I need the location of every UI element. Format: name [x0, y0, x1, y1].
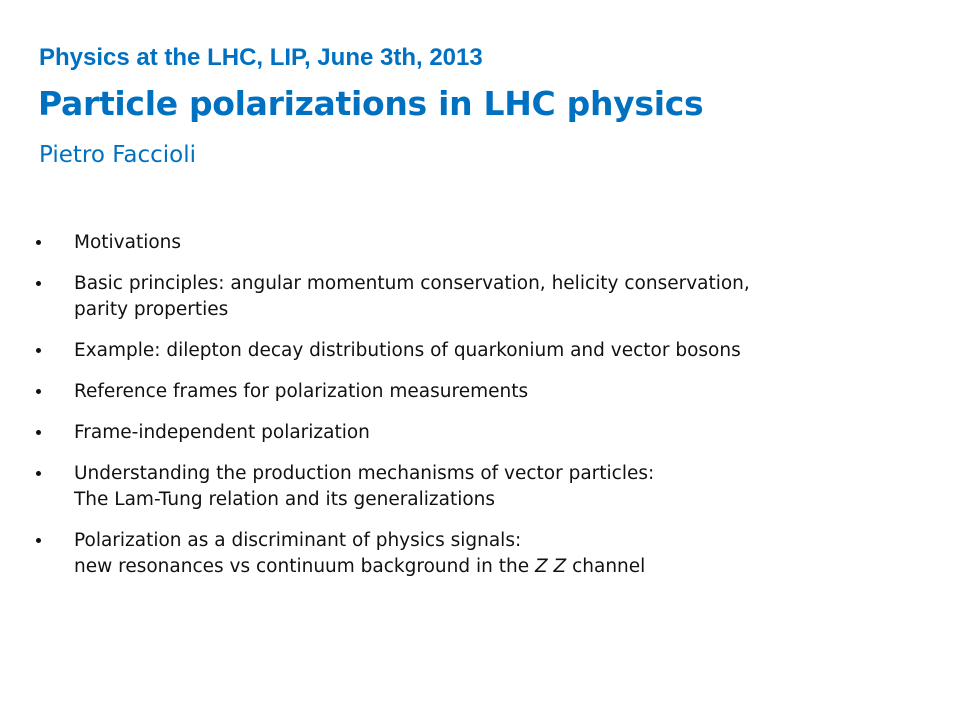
bullet-dot-icon — [36, 430, 41, 435]
bullet-dot-icon — [36, 281, 41, 286]
bullet-item — [36, 420, 916, 446]
bullet-dot-icon — [36, 389, 41, 394]
bullet-item — [36, 230, 916, 256]
bullet-text: Understanding the production mechanisms of vector particles: — [74, 463, 655, 484]
bullet-list — [36, 230, 916, 595]
bullet-text-continuation — [74, 554, 916, 580]
bullet-text: Frame-independent polarization — [74, 422, 370, 443]
bullet-item — [36, 528, 916, 580]
bullet-dot-icon — [36, 471, 41, 476]
bullet-text: Example: dilepton decay distributions of quarkonium and vector bosons — [74, 340, 741, 361]
bullet-item — [36, 461, 916, 513]
conference-line: Physics at the LHC, LIP, June 3th, 2013 — [39, 44, 483, 71]
author-name: Pietro Faccioli — [39, 142, 197, 168]
bullet-text: Polarization as a discriminant of physics signals: — [74, 530, 522, 551]
bullet-text: Motivations — [74, 232, 182, 253]
bullet-dot-icon — [36, 538, 41, 543]
bullet-text-part: new resonances vs continuum background in the — [74, 556, 530, 577]
bullet-text-continuation: parity properties — [74, 299, 229, 320]
bullet-text: Reference frames for polarization measurements — [74, 381, 529, 402]
bullet-text: Basic principles: angular momentum conservation, helicity conservation, — [74, 273, 750, 294]
bullet-text-part: channel — [572, 556, 646, 577]
bullet-dot-icon — [36, 240, 41, 245]
bullet-item — [36, 338, 916, 364]
slide-title: Particle polarizations in LHC physics — [38, 84, 704, 123]
bullet-text-continuation: The Lam-Tung relation and its generalizations — [74, 489, 496, 510]
bullet-item — [36, 271, 916, 323]
bullet-item — [36, 379, 916, 405]
bullet-dot-icon — [36, 348, 41, 353]
zz-channel-label: Z Z — [534, 556, 567, 577]
